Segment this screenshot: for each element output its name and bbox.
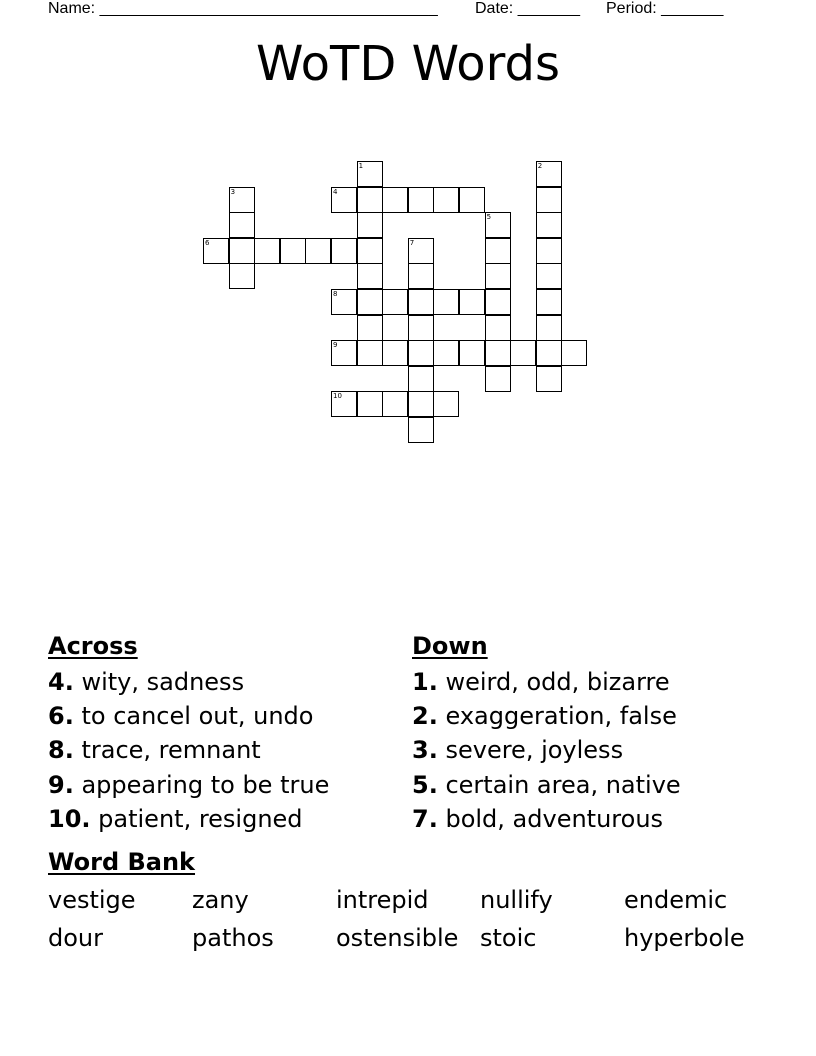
clue-number: 3	[230, 187, 236, 196]
crossword-cell[interactable]	[229, 212, 255, 238]
crossword-cell[interactable]	[536, 340, 562, 366]
word-bank-item: nullify	[480, 886, 553, 914]
across-clue: 10. patient, resigned	[48, 805, 303, 833]
crossword-cell[interactable]	[485, 289, 511, 315]
crossword-cell[interactable]	[433, 187, 459, 213]
crossword-cell[interactable]	[408, 417, 434, 443]
crossword-cell[interactable]	[536, 263, 562, 289]
crossword-cell[interactable]	[408, 289, 434, 315]
word-bank-item: zany	[192, 886, 249, 914]
down-clue: 1. weird, odd, bizarre	[412, 668, 670, 696]
across-clue: 4. wity, sadness	[48, 668, 245, 696]
crossword-cell[interactable]	[485, 315, 511, 341]
clue-number: 6	[205, 238, 210, 247]
down-clue: 2. exaggeration, false	[412, 702, 677, 730]
crossword-cell[interactable]	[536, 238, 562, 264]
crossword-cell[interactable]	[408, 366, 434, 392]
period-field-label[interactable]: Period: _______	[606, 0, 724, 17]
down-clue: 7. bold, adventurous	[412, 805, 664, 833]
down-heading: Down	[412, 632, 488, 660]
crossword-cell[interactable]	[459, 187, 485, 213]
crossword-cell[interactable]	[408, 315, 434, 341]
crossword-cell[interactable]	[485, 340, 511, 366]
crossword-cell[interactable]	[459, 289, 485, 315]
crossword-cell[interactable]	[485, 238, 511, 264]
crossword-cell[interactable]	[382, 391, 408, 417]
clue-number: 10	[333, 392, 342, 401]
crossword-cell[interactable]	[536, 187, 562, 213]
crossword-cell[interactable]	[280, 238, 306, 264]
word-bank-item: vestige	[48, 886, 136, 914]
clue-number: 2	[537, 162, 543, 170]
crossword-cell[interactable]	[510, 340, 536, 366]
crossword-cell[interactable]	[305, 238, 331, 264]
crossword-cell[interactable]	[357, 187, 383, 213]
crossword-cell[interactable]	[536, 289, 562, 315]
crossword-cell[interactable]	[561, 340, 587, 366]
clue-number: 1	[358, 162, 364, 170]
across-clue: 6. to cancel out, undo	[48, 702, 314, 730]
crossword-cell[interactable]	[485, 366, 511, 392]
word-bank-item: hyperbole	[624, 924, 745, 952]
crossword-cell[interactable]	[229, 263, 255, 289]
crossword-cell[interactable]	[408, 187, 434, 213]
crossword-cell[interactable]	[408, 391, 434, 417]
crossword-cell[interactable]	[254, 238, 280, 264]
word-bank-item: stoic	[480, 924, 537, 952]
crossword-cell[interactable]	[357, 289, 383, 315]
crossword-cell[interactable]	[229, 238, 255, 264]
date-field-label[interactable]: Date: _______	[475, 0, 580, 17]
crossword-cell[interactable]	[331, 238, 357, 264]
word-bank-heading: Word Bank	[48, 848, 196, 876]
clue-number: 4	[333, 187, 338, 196]
crossword-cell[interactable]	[459, 340, 485, 366]
clue-number: 5	[486, 213, 492, 222]
down-clue: 5. certain area, native	[412, 771, 681, 799]
crossword-cell[interactable]	[433, 391, 459, 417]
clue-number: 9	[333, 341, 338, 350]
crossword-cell[interactable]	[536, 366, 562, 392]
across-clue: 9. appearing to be true	[48, 771, 330, 799]
crossword-cell[interactable]	[382, 289, 408, 315]
across-heading: Across	[48, 632, 138, 660]
crossword-cell[interactable]	[433, 289, 459, 315]
word-bank-item: dour	[48, 924, 103, 952]
across-clue: 8. trace, remnant	[48, 736, 261, 764]
name-field-label[interactable]: Name: ______________________________________	[48, 0, 438, 17]
crossword-cell[interactable]	[357, 263, 383, 289]
clue-number: 7	[409, 238, 415, 247]
crossword-cell[interactable]	[382, 340, 408, 366]
page-title: WoTD Words	[256, 36, 560, 92]
crossword-cell[interactable]	[536, 212, 562, 238]
word-bank-item: ostensible	[336, 924, 459, 952]
clue-number: 8	[333, 290, 338, 298]
down-clue: 3. severe, joyless	[412, 736, 624, 764]
crossword-cell[interactable]	[408, 263, 434, 289]
word-bank-item: intrepid	[336, 886, 429, 914]
crossword-cell[interactable]	[357, 315, 383, 341]
word-bank-item: pathos	[192, 924, 274, 952]
crossword-cell[interactable]	[408, 340, 434, 366]
crossword-cell[interactable]	[357, 238, 383, 264]
crossword-cell[interactable]	[433, 340, 459, 366]
crossword-cell[interactable]	[382, 187, 408, 213]
crossword-cell[interactable]	[357, 340, 383, 366]
crossword-cell[interactable]	[485, 263, 511, 289]
crossword-cell[interactable]	[357, 212, 383, 238]
word-bank-item: endemic	[624, 886, 728, 914]
crossword-cell[interactable]	[536, 315, 562, 341]
crossword-cell[interactable]	[357, 391, 383, 417]
